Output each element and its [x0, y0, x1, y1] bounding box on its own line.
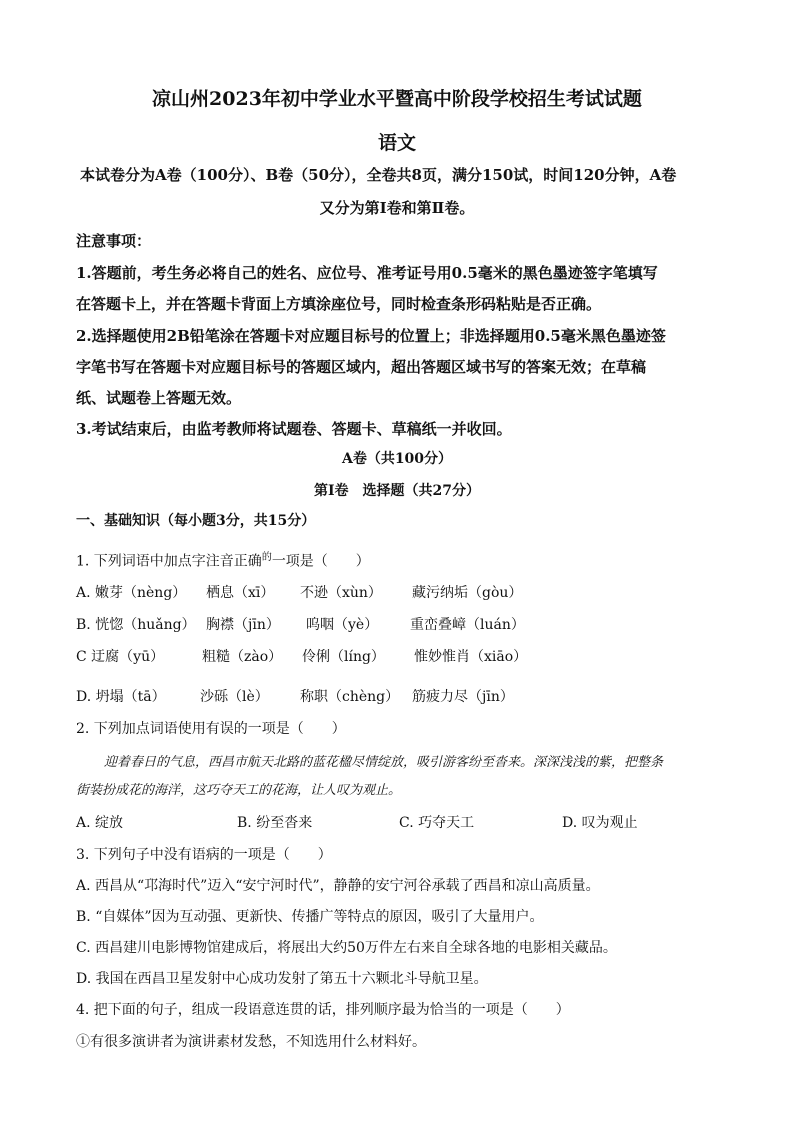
q1-row-c-2: 粗糙（zào） — [202, 649, 283, 665]
q1-row-d-1: D. 坍塌（tā） — [76, 689, 166, 705]
q1-stem-text: 1. 下列词语中加点字注音正确 — [76, 553, 262, 570]
question-3-stem: 3. 下列句子中没有语病的一项是（ ） — [76, 847, 332, 863]
q1-row-b-1: B. 恍惚（huǎng） — [76, 617, 196, 633]
section-basics-heading: 一、基础知识（每小题3分，共15分） — [76, 513, 316, 529]
q2-option-a: A. 绽放 — [76, 815, 124, 831]
q1-row-a-3: 不逊（xùn） — [300, 585, 382, 601]
q1-row-b-2: 胸襟（jīn） — [206, 617, 280, 633]
notice-line: 2.选择题使用2B铅笔涂在答题卡对应题目标号的位置上；非选择题用0.5毫米黑色墨迹签 — [76, 327, 666, 345]
q1-stem-sup: 的 — [261, 552, 272, 563]
q2-option-b: B. 纷至沓来 — [237, 815, 313, 831]
q1-row-a-1: A. 嫩芽（nèng） — [76, 585, 187, 601]
q1-row-c-1: C 迂腐（yū） — [76, 649, 165, 665]
q1-row-d-2: 沙砾（lè） — [200, 689, 269, 705]
q3-option-c: C. 西昌建川电影博物馆建成后，将展出大约50万件左右来自全球各地的电影相关藏品。 — [76, 940, 617, 956]
q1-row-b-4: 重峦叠嶂（luán） — [410, 617, 525, 633]
q1-row-a-2: 栖息（xī） — [206, 585, 275, 601]
q1-row-c-3: 伶俐（líng） — [302, 649, 385, 665]
q2-option-d: D. 叹为观止 — [562, 815, 638, 831]
q4-item-1: ①有很多演讲者为演讲素材发愁，不知选用什么材料好。 — [76, 1034, 426, 1050]
q2-option-c: C. 巧夺天工 — [399, 815, 475, 831]
q3-option-d: D. 我国在西昌卫星发射中心成功发射了第五十六颗北斗导航卫星。 — [76, 971, 488, 987]
q1-row-b-3: 呜咽（yè） — [306, 617, 379, 633]
q1-row-d-3: 称职（chèng） — [300, 689, 400, 705]
notice-line: 1.答题前，考生务必将自己的姓名、应位号、准考证号用0.5毫米的黑色墨迹签字笔填写 — [76, 264, 658, 282]
notice-line: 纸、试题卷上答题无效。 — [76, 389, 242, 407]
part-1-heading: 第Ⅰ卷 选择题（共27分） — [313, 483, 481, 499]
intro-line-2: 又分为第Ⅰ卷和第Ⅱ卷。 — [319, 199, 475, 217]
q1-row-c-4: 惟妙惟肖（xiāo） — [414, 649, 528, 665]
intro-line-1: 本试卷分为A卷（100分）、B卷（50分），全卷共8页，满分150试，时间120分钟，A卷 — [80, 166, 677, 184]
q1-stem-tail: 一项是（ ） — [271, 553, 370, 570]
volume-a-heading: A卷（共100分） — [341, 451, 453, 467]
notice-heading: 注意事项： — [76, 232, 152, 250]
q1-row-d-4: 筋疲力尽（jīn） — [412, 689, 514, 705]
subject-title: 语文 — [377, 132, 416, 154]
question-1-stem — [76, 548, 370, 571]
q3-option-a: A. 西昌从“邛海时代”迈入“安宁河时代”，静静的安宁河谷承载了西昌和凉山高质量。 — [76, 878, 600, 894]
notice-line: 在答题卡上，并在答题卡背面上方填涂座位号，同时检查条形码粘贴是否正确。 — [76, 295, 602, 313]
notice-line: 3.考试结束后，由监考教师将试题卷、答题卡、草稿纸一并收回。 — [76, 420, 512, 438]
notice-line: 字笔书写在答题卡对应题目标号的答题区域内，超出答题区域书写的答案无效；在草稿 — [76, 358, 647, 376]
q2-passage-line-1: 迎着春日的气息，西昌市航天北路的蓝花楹尽情绽放，吸引游客纷至沓来。深深浅浅的紫，把整条 — [104, 755, 664, 770]
question-4-stem: 4. 把下面的句子，组成一段语意连贯的话，排列顺序最为恰当的一项是（ ） — [76, 1002, 570, 1018]
exam-title: 凉山州2023年初中学业水平暨高中阶段学校招生考试试题 — [152, 88, 642, 110]
question-2-stem: 2. 下列加点词语使用有误的一项是（ ） — [76, 721, 346, 737]
q2-passage-line-2: 街装扮成花的海洋，这巧夺天工的花海，让人叹为观止。 — [76, 783, 402, 798]
q3-option-b: B. “自媒体”因为互动强、更新快、传播广等特点的原因，吸引了大量用户。 — [76, 909, 544, 925]
q1-row-a-4: 藏污纳垢（gòu） — [412, 585, 523, 601]
